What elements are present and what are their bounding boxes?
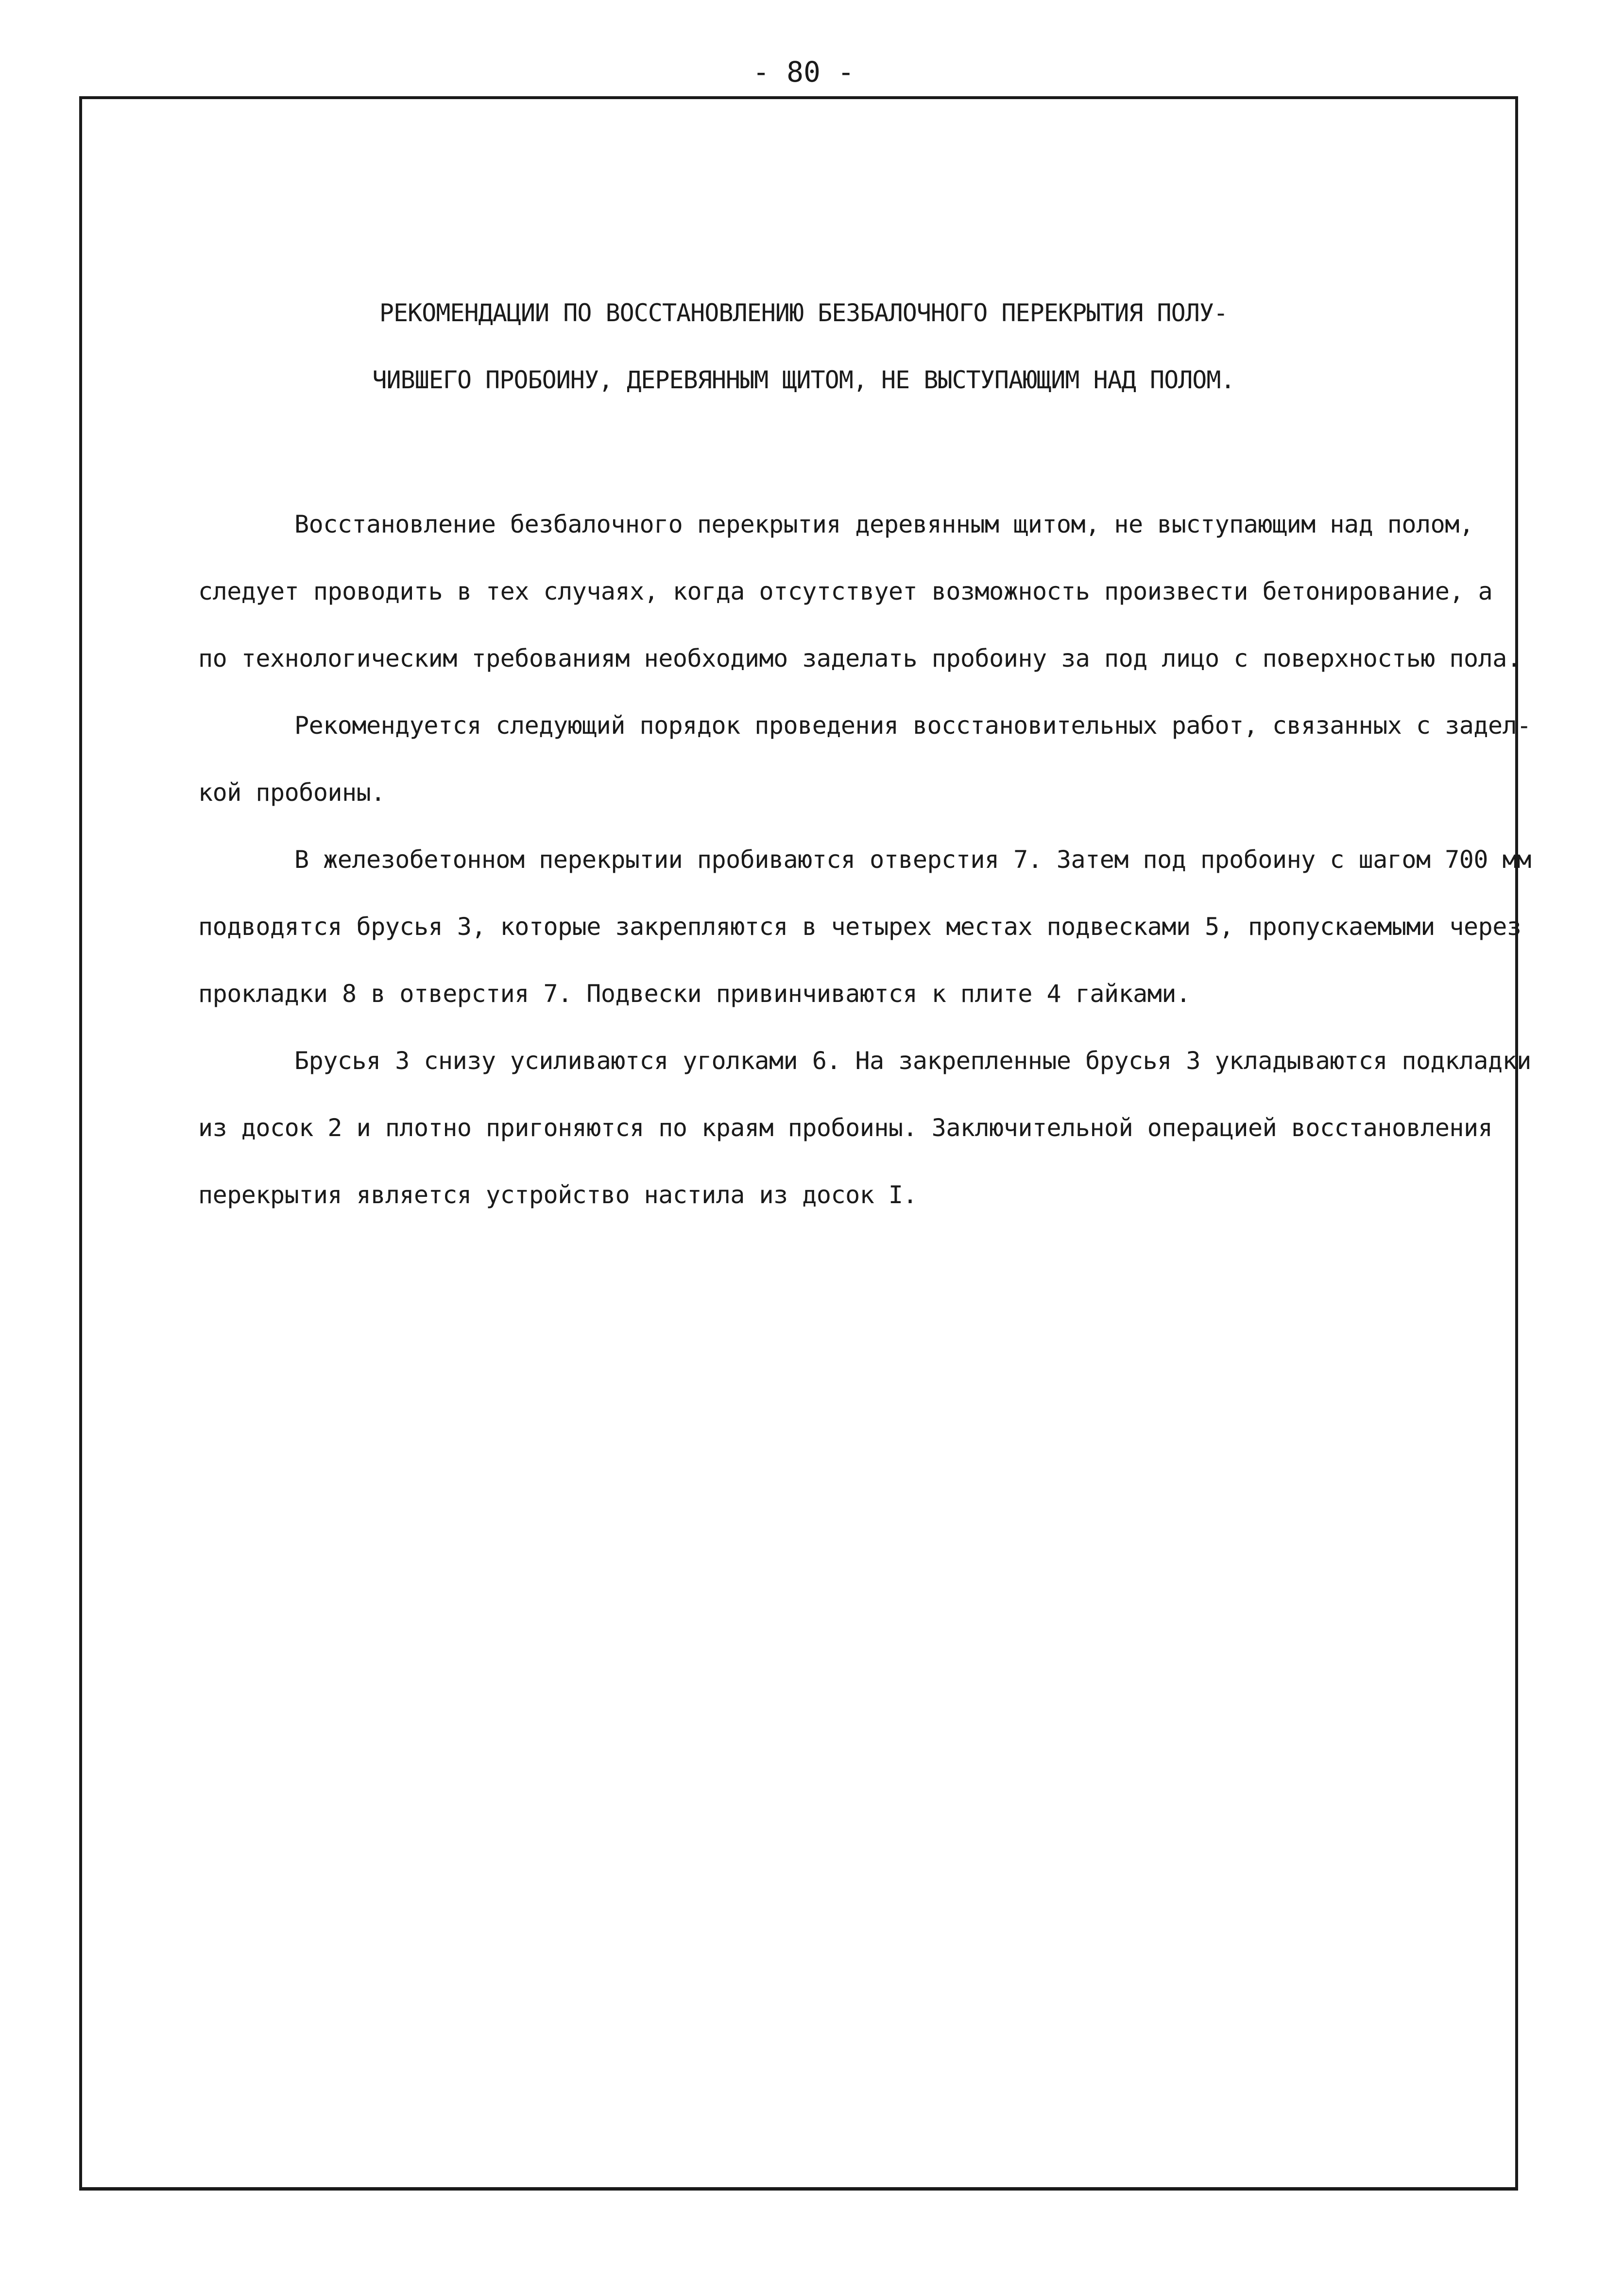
title-line-2: ЧИВШЕГО ПРОБОИНУ, ДЕРЕВЯННЫМ ЩИТОМ, НЕ ВЫСТУПАЮЩИМ НАД ПОЛОМ. [372,366,1235,394]
paragraph-4-line-3: перекрытия является устройство настила из досок I. [198,1181,918,1209]
paragraph-3-line-3: прокладки 8 в отверстия 7. Подвески привинчиваются к плите 4 гайками. [198,980,1191,1008]
paragraph-1-line-3: по технологическим требованиям необходимо заделать пробоину за под лицо с поверхностью пола. [198,644,1522,673]
paragraph-2-line-2: кой пробоины. [198,778,385,807]
document-title [0,279,1607,414]
paragraph-1-line-1: Восстановление безбалочного перекрытия деревянным щитом, не выступающим над полом, [294,510,1474,538]
paragraph-1-line-2: следует проводить в тех случаях, когда отсутствует возможность произвести бетонирование, а [198,577,1493,605]
paragraph-4-line-1: Брусья 3 снизу усиливаются уголками 6. На закрепленные брусья 3 укладываются подкладки [294,1047,1531,1075]
paragraph-2-line-1: Рекомендуется следующий порядок проведения восстановительных работ, связанных с задел- [294,711,1531,740]
paragraph-3-line-2: подводятся брусья 3, которые закрепляются в четырех местах подвесками 5, пропускаемыми через [198,913,1522,941]
title-line-1: РЕКОМЕНДАЦИИ ПО ВОССТАНОВЛЕНИЮ БЕЗБАЛОЧНОГО ПЕРЕКРЫТИЯ ПОЛУ- [379,299,1228,327]
paragraph-3-line-1: В железобетонном перекрытии пробиваются отверстия 7. Затем под пробоину с шагом 700 мм [294,846,1531,874]
document-body [198,491,1531,1228]
page-number: - 80 - [752,55,855,88]
paragraph-4-line-2: из досок 2 и плотно пригоняются по краям пробоины. Заключительной операцией восстановления [198,1114,1493,1142]
